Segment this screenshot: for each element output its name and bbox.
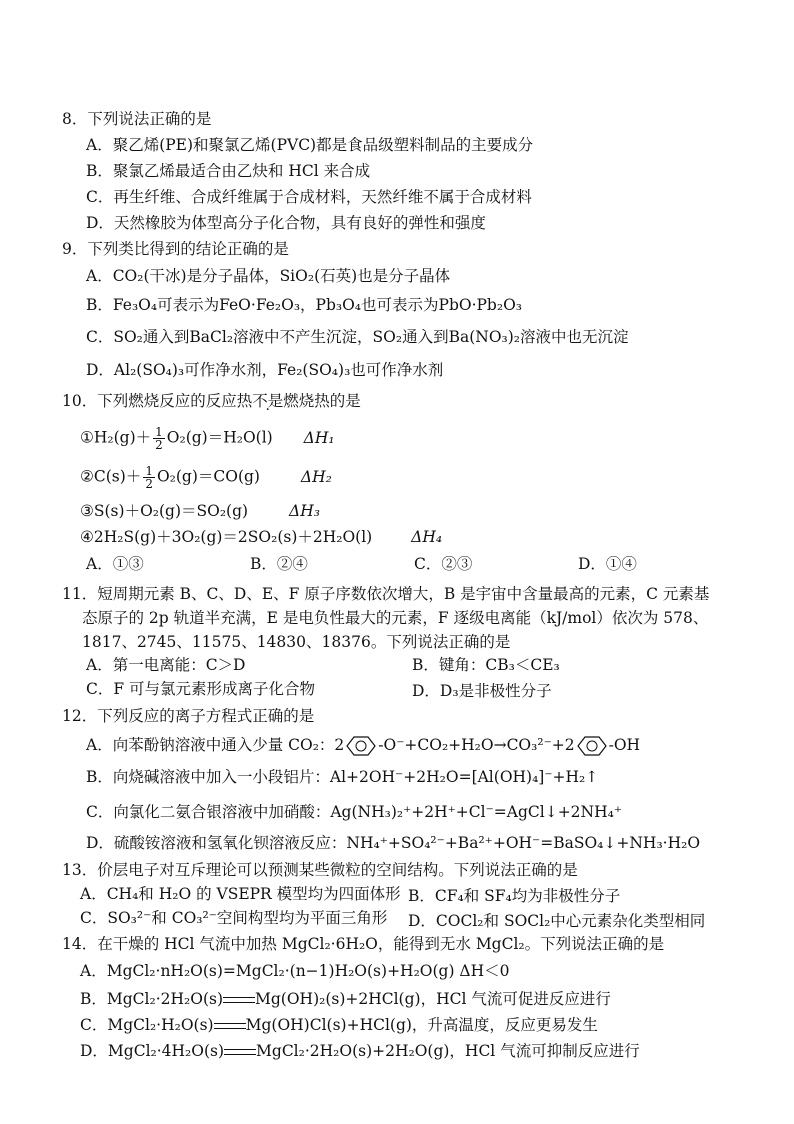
equation-2-right: O₂(g)＝CO(g) [156, 467, 260, 486]
question-12-option-b: B．向烧碱溶液中加入一小段铝片：Al+2OH⁻+2H₂O=[Al(OH)₄]⁻+H₂↑ [86, 768, 599, 786]
fraction-one-half: $\frac{1}{2}$ [145, 464, 153, 491]
question-9-option-c: C．SO₂通入到BaCl₂溶液中不产生沉淀，SO₂通入到Ba(NO₃)₂溶液中也无沉淀 [86, 328, 629, 346]
equilibrium-arrow-icon [224, 1047, 256, 1057]
question-10-stem [62, 390, 361, 412]
benzene-ring-icon [577, 735, 607, 757]
equation-4-body: ④2H₂S(g)＋3O₂(g)＝2SO₂(s)＋2H₂O(l) [80, 528, 373, 546]
question-14-option-d [80, 1040, 640, 1062]
question-9-option-b: B．Fe₃O₄可表示为FeO·Fe₂O₃，Pb₃O₄也可表示为PbO·Pb₂O₃ [86, 296, 522, 314]
equation-1-left: ①H₂(g)＋ [80, 428, 152, 447]
question-14-option-b-right: Mg(OH)₂(s)+2HCl(g)，HCl 气流可促进反应进行 [255, 990, 611, 1008]
question-12-option-a-post: -OH [608, 736, 641, 754]
question-10-option-a: A．①③ [86, 555, 144, 573]
question-14-option-c-left: C．MgCl₂·H₂O(s) [80, 1016, 214, 1034]
question-12-option-d: D．硫酸铵溶液和氢氧化钡溶液反应：NH₄⁺+SO₄²⁻+Ba²⁺+OH⁻=BaSO₄↓+NH₃·H₂O [86, 834, 701, 852]
equation-3 [80, 500, 320, 522]
question-9-stem: 9．下列类比得到的结论正确的是 [62, 240, 289, 258]
question-11-option-c: C．F 可与氯元素形成离子化合物 [86, 680, 316, 698]
question-14-option-b-left: B．MgCl₂·2H₂O(s) [80, 990, 223, 1008]
question-14-option-a: A．MgCl₂·nH₂O(s)=MgCl₂·(n−1)H₂O(s)+H₂O(g) ΔH＜0 [80, 962, 510, 980]
equilibrium-arrow-icon [223, 995, 255, 1005]
question-10-stem-post: 燃烧热的是 [283, 392, 361, 410]
question-14-option-c-right: Mg(OH)Cl(s)+HCl(g)，升高温度，反应更易发生 [245, 1016, 598, 1034]
question-8-option-c: C．再生纤维、合成纤维属于合成材料，天然纤维不属于合成材料 [86, 188, 532, 206]
question-12-option-a-mid: -O⁻+CO₂+H₂O→CO₃²⁻+2 [378, 736, 575, 754]
equation-4 [80, 526, 442, 548]
question-9-option-d: D．Al₂(SO₄)₃可作净水剂，Fe₂(SO₄)₃也可作净水剂 [86, 361, 444, 379]
question-12-option-c: C．向氯化二氨合银溶液中加硝酸：Ag(NH₃)₂⁺+2H⁺+Cl⁻=AgCl↓+2NH₄⁺ [86, 803, 623, 821]
equation-1 [80, 426, 335, 451]
question-12-option-a [86, 734, 640, 757]
question-13-option-a: A．CH₄和 H₂O 的 VSEPR 模型均为四面体形 [80, 885, 401, 903]
question-12-stem: 12．下列反应的离子方程式正确的是 [62, 707, 315, 725]
question-8-option-a: A．聚乙烯(PE)和聚氯乙烯(PVC)都是食品级塑料制品的主要成分 [86, 136, 534, 154]
fraction-one-half: $\frac{1}{2}$ [155, 425, 163, 452]
question-10-option-b: B．②④ [250, 555, 308, 573]
equation-3-enthalpy: ΔH₃ [289, 502, 320, 520]
equation-2-enthalpy: ΔH₂ [300, 467, 332, 486]
question-14-option-c [80, 1014, 598, 1036]
question-14-option-d-right: MgCl₂·2H₂O(s)+2H₂O(g)，HCl 气流可抑制反应进行 [256, 1042, 640, 1060]
equation-1-enthalpy: ΔH₁ [303, 428, 335, 447]
question-11-option-b: B．键角：CB₃＜CE₃ [412, 656, 560, 674]
question-13-option-b: B．CF₄和 SF₄均为非极性分子 [408, 887, 621, 905]
equation-2-left: ②C(s)＋ [80, 467, 142, 486]
question-13-option-c: C．SO₃²⁻和 CO₃²⁻空间构型均为平面三角形 [80, 909, 388, 927]
question-9-option-a: A．CO₂(干冰)是分子晶体，SiO₂(石英)也是分子晶体 [86, 267, 451, 285]
question-10-stem-pre: 10．下列燃烧反应的反应热 [62, 392, 253, 410]
equilibrium-arrow-icon [214, 1021, 246, 1031]
question-13-stem: 13．价层电子对互斥理论可以预测某些微粒的空间结构。下列说法正确的是 [62, 861, 578, 879]
question-14-option-d-left: D．MgCl₂·4H₂O(s) [80, 1042, 225, 1060]
question-10-emphasis: 不是 [252, 392, 284, 410]
question-11-line-3: 1817、2745、11575、14830、18376。下列说法正确的是 [82, 633, 511, 651]
question-8-option-b: B．聚氯乙烯最适合由乙炔和 HCl 来合成 [86, 162, 371, 180]
equation-1-right: O₂(g)＝H₂O(l) [166, 428, 273, 447]
question-11-line-1: 11．短周期元素 B、C、D、E、F 原子序数依次增大，B 是宇宙中含量最高的元素，C 元素基 [62, 585, 710, 603]
question-13-option-d: D．COCl₂和 SOCl₂中心元素杂化类型相同 [408, 912, 706, 930]
equation-4-enthalpy: ΔH₄ [411, 528, 443, 546]
question-14-stem: 14．在干燥的 HCl 气流中加热 MgCl₂·6H₂O，能得到无水 MgCl₂。下列说法正确的是 [62, 935, 665, 953]
question-8-option-d: D．天然橡胶为体型高分子化合物，具有良好的弹性和强度 [86, 214, 486, 232]
question-14-option-b [80, 988, 611, 1010]
equation-2 [80, 465, 332, 490]
question-12-option-a-pre: A．向苯酚钠溶液中通入少量 CO₂：2 [86, 736, 345, 754]
equation-3-body: ③S(s)＋O₂(g)＝SO₂(g) [80, 502, 249, 520]
question-10-option-d: D．①④ [578, 555, 637, 573]
question-8-stem: 8．下列说法正确的是 [62, 110, 212, 128]
question-11-option-d: D．D₃是非极性分子 [412, 682, 552, 700]
question-11-line-2: 态原子的 2p 轨道半充满，E 是电负性最大的元素，F 逐级电离能（kJ/mol）依次为 578、 [82, 609, 709, 627]
benzene-ring-icon [346, 735, 376, 757]
question-11-option-a: A．第一电离能：C＞D [86, 656, 246, 674]
question-10-option-c: C．②③ [414, 555, 473, 573]
